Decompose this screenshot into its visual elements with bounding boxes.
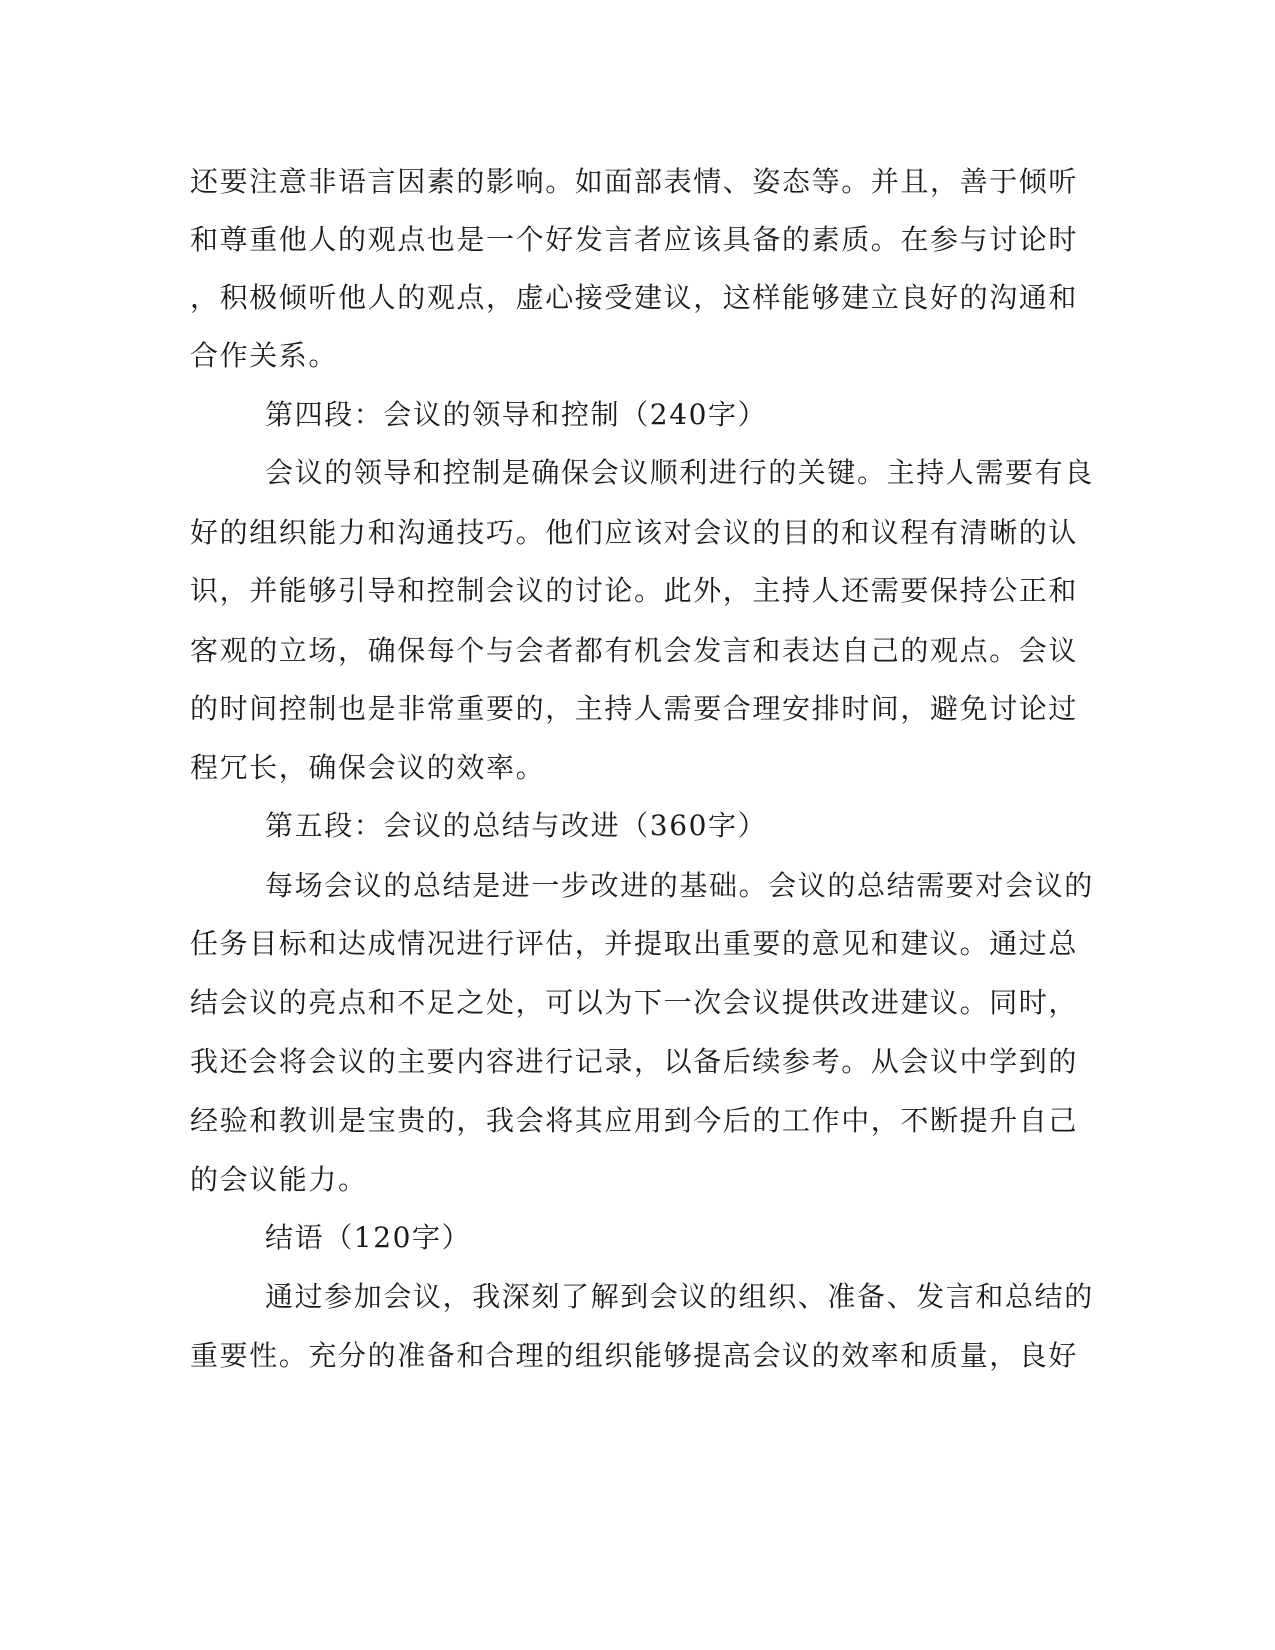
paragraph-line: 还要注意非语言因素的影响。如面部表情、姿态等。并且，善于倾听 xyxy=(190,165,1079,198)
paragraph-line: 结会议的亮点和不足之处，可以为下一次会议提供改进建议。同时， xyxy=(190,986,1079,1019)
paragraph-line: 每场会议的总结是进一步改进的基础。会议的总结需要对会议的 xyxy=(265,869,1094,902)
paragraph-line: 会议的领导和控制是确保会议顺利进行的关键。主持人需要有良 xyxy=(265,456,1094,489)
paragraph-line: 任务目标和达成情况进行评估，并提取出重要的意见和建议。通过总 xyxy=(190,927,1079,960)
paragraph-line: 程冗长，确保会议的效率。 xyxy=(190,751,546,784)
paragraph-line: 的时间控制也是非常重要的，主持人需要合理安排时间，避免讨论过 xyxy=(190,692,1079,725)
paragraph-line: 好的组织能力和沟通技巧。他们应该对会议的目的和议程有清晰的认 xyxy=(190,516,1079,549)
paragraph-line: 客观的立场，确保每个与会者都有机会发言和表达自己的观点。会议 xyxy=(190,634,1079,667)
paragraph-line: 识，并能够引导和控制会议的讨论。此外，主持人还需要保持公正和 xyxy=(190,574,1079,607)
paragraph-line: 和尊重他人的观点也是一个好发言者应该具备的素质。在参与讨论时 xyxy=(190,223,1079,256)
section-heading-5: 第五段：会议的总结与改进（360字） xyxy=(265,809,768,842)
paragraph-line: ，积极倾听他人的观点，虚心接受建议，这样能够建立良好的沟通和 xyxy=(190,281,1079,314)
section-heading-4: 第四段：会议的领导和控制（240字） xyxy=(265,398,768,431)
paragraph-line: 合作关系。 xyxy=(190,339,339,372)
paragraph-line: 经验和教训是宝贵的，我会将其应用到今后的工作中，不断提升自己 xyxy=(190,1104,1079,1137)
paragraph-line: 我还会将会议的主要内容进行记录，以备后续参考。从会议中学到的 xyxy=(190,1045,1079,1078)
paragraph-line: 重要性。充分的准备和合理的组织能够提高会议的效率和质量，良好 xyxy=(190,1339,1079,1372)
conclusion-heading: 结语（120字） xyxy=(265,1221,472,1254)
paragraph-line: 的会议能力。 xyxy=(190,1163,368,1196)
paragraph-line: 通过参加会议，我深刻了解到会议的组织、准备、发言和总结的 xyxy=(265,1280,1094,1313)
